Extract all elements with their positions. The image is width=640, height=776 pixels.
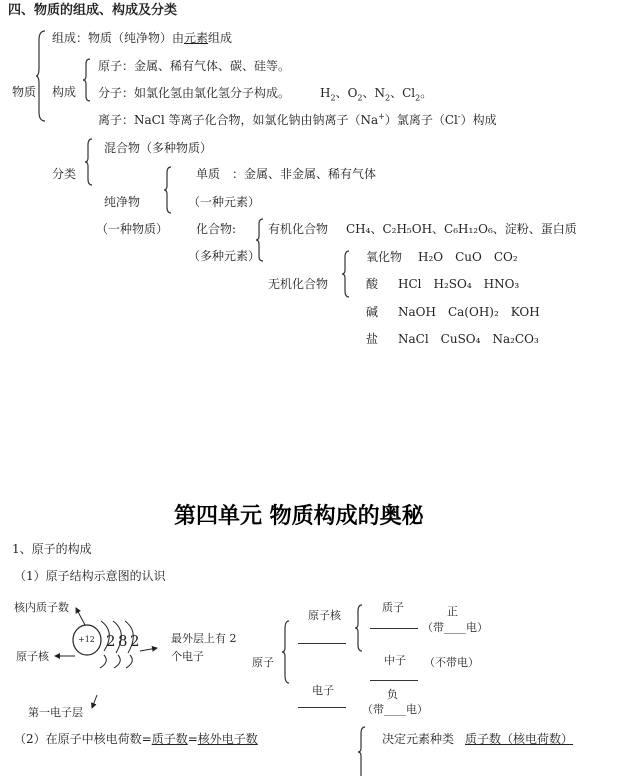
- acid-examples: HCl H₂SO₄ HNO₃: [398, 277, 520, 291]
- item-charge-equality: [14, 733, 258, 745]
- electron-charge-fill: 负: [387, 688, 398, 701]
- equality-text-a: （2）在原子中核电荷数=: [14, 732, 152, 746]
- classification-label: 分类: [52, 167, 77, 181]
- equality-eq: =: [187, 732, 198, 746]
- composition-tail: 组成: [208, 31, 233, 45]
- equality-electron: 核外电子数: [197, 732, 258, 746]
- organic-examples: CH₄、C₂H₅OH、C₆H₁₂O₆、淀粉、蛋白质: [346, 222, 577, 236]
- inorganic-compound: 无机化合物: [268, 277, 329, 291]
- pure-note: （一种物质）: [96, 222, 169, 236]
- tree-nucleus: 原子核: [308, 609, 341, 622]
- compound-note: （多种元素）: [188, 249, 261, 263]
- shell-2-count: 8: [118, 632, 128, 650]
- salt-label: 盐: [366, 332, 379, 346]
- brace-nucleus: [355, 604, 363, 652]
- molecule-line: 分子：如氯化氢由氯化氢分子构成。: [98, 86, 291, 100]
- first-shell-label: 第一电子层: [28, 706, 83, 719]
- matter-label: 物质: [12, 85, 37, 99]
- neutron-charge: （不带电）: [424, 656, 479, 669]
- nucleus-charge: +12: [78, 635, 95, 644]
- determine-element-value: 质子数（核电荷数）: [465, 732, 574, 746]
- neutron-blank: [370, 680, 418, 681]
- nucleus-label: 原子核: [16, 650, 49, 663]
- tree-electron: 电子: [312, 684, 334, 697]
- base-label: 碱: [366, 305, 379, 319]
- shell-1-count: 2: [106, 632, 116, 650]
- composition-text: 组成：物质（纯净物）由: [52, 31, 185, 45]
- tree-neutron: 中子: [384, 654, 406, 667]
- salt-examples: NaCl CuSO₄ Na₂CO₃: [398, 332, 539, 346]
- oxide-examples: H₂O CuO CO₂: [418, 250, 518, 264]
- ion-text-b: ）氯离子（Cl: [384, 113, 458, 127]
- electron-charge: （带____电）: [362, 703, 428, 716]
- outer-shell-note-2: 个电子: [171, 650, 204, 663]
- mixture: 混合物（多种物质）: [104, 141, 213, 155]
- brace-atom: [282, 620, 290, 684]
- composition-underlined: 元素: [184, 31, 209, 45]
- ion-sup-minus: -: [457, 112, 461, 121]
- item-atom-structure: 1、原子的构成: [12, 542, 92, 556]
- tree-atom: 原子: [252, 656, 274, 669]
- structure-label: 构成: [52, 85, 77, 99]
- molecule-examples: $H_2$、$O_2$、$N_2$、$Cl_2$。: [320, 86, 433, 103]
- element-substance: 单质 ：金属、非金属、稀有气体: [196, 167, 377, 181]
- equality-proton: 质子数: [151, 732, 188, 746]
- nucleus-blank: [298, 643, 346, 644]
- proton-count-label: 核内质子数: [14, 601, 69, 614]
- item-diagram-intro: （1）原子结构示意图的认识: [14, 569, 166, 583]
- atom-line: 原子：金属、稀有气体、碳、硅等。: [98, 59, 291, 73]
- proton-charge-fill: 正: [447, 605, 458, 618]
- proton-blank: [370, 628, 418, 629]
- organic-compound: 有机化合物: [268, 222, 329, 236]
- pure-substance: 纯净物: [104, 195, 141, 209]
- ion-text-a: 离子：NaCl 等离子化合物，如氯化钠由钠离子（Na: [98, 113, 379, 127]
- determine-element-label: 决定元素种类: [382, 732, 455, 746]
- tree-proton: 质子: [382, 601, 404, 614]
- shell-3-count: 2: [130, 632, 140, 650]
- proton-charge: （带____电）: [422, 621, 488, 634]
- oxide-label: 氧化物: [366, 250, 403, 264]
- compound: 化合物:: [196, 222, 237, 236]
- element-note: （一种元素）: [188, 195, 261, 209]
- acid-label: 酸: [366, 277, 379, 291]
- unit-title: 第四单元 物质构成的奥秘: [174, 504, 424, 529]
- base-examples: NaOH Ca(OH)₂ KOH: [398, 305, 540, 319]
- section-heading: 四、物质的组成、构成及分类: [8, 3, 178, 18]
- ion-text-c: ）构成: [460, 113, 497, 127]
- electron-blank: [298, 707, 346, 708]
- ion-sup-plus: +: [378, 112, 385, 121]
- outer-shell-note-1: 最外层上有 2: [171, 632, 237, 645]
